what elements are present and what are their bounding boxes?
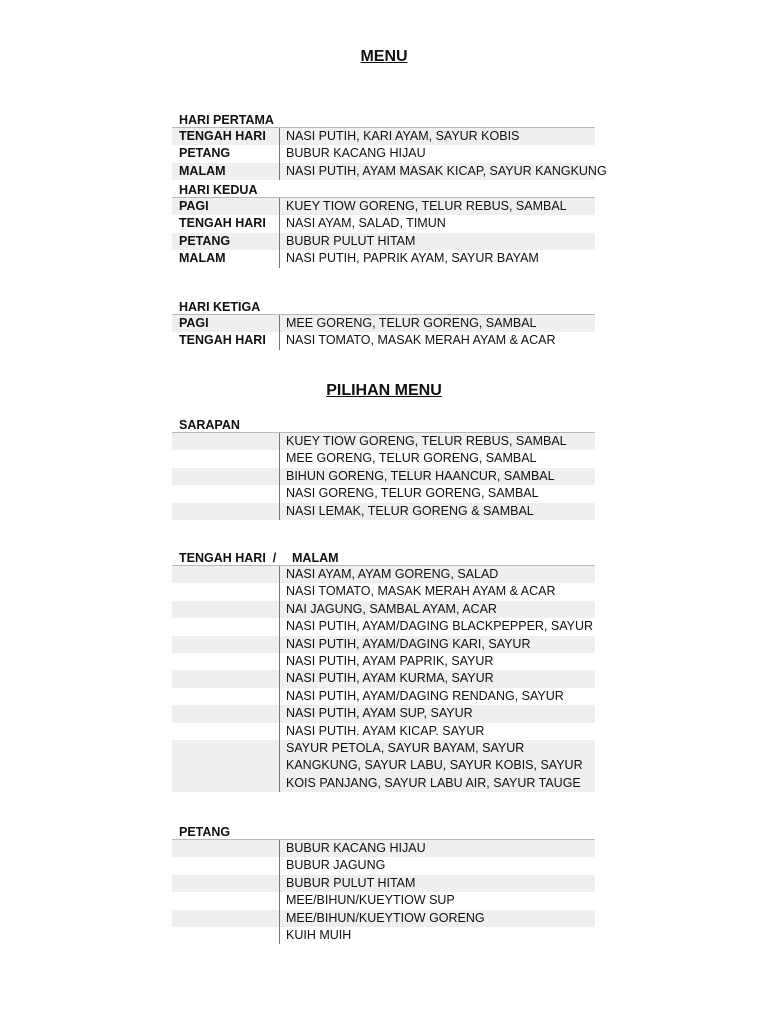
menu-option: BUBUR JAGUNG (279, 857, 595, 874)
meal-time: PETANG (179, 233, 231, 248)
meal-time: PAGI (179, 316, 209, 330)
day-3-table (172, 298, 595, 350)
menu-option: NASI PUTIH. AYAM KICAP. SAYUR (279, 723, 595, 740)
meal-time: TENGAH HARI (179, 129, 266, 143)
meal-time: TENGAH HARI (179, 333, 266, 348)
day-header-label: HARI PERTAMA (179, 113, 274, 127)
table-row (172, 468, 595, 485)
meal-time: MALAM (179, 163, 226, 178)
table-row (172, 857, 595, 874)
breakfast-header (172, 416, 595, 433)
menu-option: NASI AYAM, AYAM GORENG, SALAD (279, 566, 595, 583)
table-row (172, 503, 595, 520)
menu-option: MEE GORENG, TELUR GORENG, SAMBAL (279, 450, 595, 467)
table-row (172, 601, 595, 618)
menu-option: BUBUR PULUT HITAM (279, 875, 595, 892)
meal-items: NASI PUTIH, AYAM MASAK KICAP, SAYUR KANGKUNG (279, 163, 607, 180)
table-row (172, 670, 595, 687)
table-row (172, 618, 595, 635)
meal-items: KUEY TIOW GORENG, TELUR REBUS, SAMBAL (279, 198, 595, 215)
section-header-label-2: MALAM (292, 551, 339, 565)
table-row (172, 485, 595, 502)
table-row (172, 653, 595, 670)
meal-items: BUBUR PULUT HITAM (279, 233, 595, 250)
table-row (172, 128, 595, 145)
meal-items: NASI AYAM, SALAD, TIMUN (279, 215, 595, 232)
table-row (172, 723, 595, 740)
table-row (172, 215, 595, 232)
table-row (172, 450, 595, 467)
menu-option: NASI GORENG, TELUR GORENG, SAMBAL (279, 485, 595, 502)
table-row (172, 250, 595, 267)
meal-items: MEE GORENG, TELUR GORENG, SAMBAL (279, 315, 595, 332)
table-row (172, 332, 595, 349)
table-row (172, 566, 595, 583)
section-header-label: TENGAH HARI / (179, 551, 277, 565)
table-row (172, 145, 595, 162)
section-header-label: SARAPAN (179, 418, 240, 432)
day-header-label: HARI KEDUA (179, 183, 258, 197)
meal-items: BUBUR KACANG HIJAU (279, 145, 595, 162)
menu-option: NASI PUTIH, AYAM SUP, SAYUR (279, 705, 595, 722)
evening-header (172, 823, 595, 840)
table-row (172, 688, 595, 705)
table-row (172, 705, 595, 722)
meal-time: PETANG (179, 146, 231, 161)
table-row (172, 636, 595, 653)
menu-option: MEE/BIHUN/KUEYTIOW SUP (279, 892, 595, 909)
menu-title: MENU (360, 48, 408, 65)
table-row (172, 910, 595, 927)
menu-option: NASI PUTIH, AYAM/DAGING KARI, SAYUR (279, 636, 595, 653)
menu-option: SAYUR PETOLA, SAYUR BAYAM, SAYUR KANGKUNG, SAYUR LABU, SAYUR KOBIS, SAYUR KOIS PANJANG, SAYUR LABU AIR, SAYUR TAUGE (279, 740, 595, 792)
meal-items: NASI PUTIH, PAPRIK AYAM, SAYUR BAYAM (279, 250, 595, 267)
table-row (172, 163, 607, 180)
table-row (172, 892, 595, 909)
meal-time: TENGAH HARI (179, 216, 266, 231)
table-row (172, 927, 595, 944)
table-row (172, 433, 595, 450)
day-2-header (172, 181, 595, 198)
menu-option: MEE/BIHUN/KUEYTIOW GORENG (279, 910, 595, 927)
evening-options-table (172, 823, 595, 944)
menu-option: KUIH MUIH (279, 927, 595, 944)
day-1-table (172, 111, 607, 180)
day-3-header (172, 298, 595, 315)
menu-option: KUEY TIOW GORENG, TELUR REBUS, SAMBAL (279, 433, 595, 450)
menu-option: NASI PUTIH, AYAM/DAGING RENDANG, SAYUR (279, 688, 595, 705)
meal-items: NASI PUTIH, KARI AYAM, SAYUR KOBIS (279, 128, 595, 145)
menu-option: NASI LEMAK, TELUR GORENG & SAMBAL (279, 503, 595, 520)
lunch-dinner-header (172, 549, 595, 566)
menu-option: NASI PUTIH, AYAM/DAGING BLACKPEPPER, SAYUR (279, 618, 595, 635)
table-row (172, 583, 595, 600)
table-row (172, 233, 595, 250)
meal-time: MALAM (179, 251, 226, 266)
menu-option: BUBUR KACANG HIJAU (279, 840, 595, 857)
breakfast-options-table (172, 416, 595, 520)
day-2-table (172, 181, 595, 268)
table-row (172, 315, 595, 332)
menu-option: BIHUN GORENG, TELUR HAANCUR, SAMBAL (279, 468, 595, 485)
options-title: PILIHAN MENU (326, 382, 442, 399)
section-header-label: PETANG (179, 825, 231, 839)
table-row (172, 740, 595, 792)
day-1-header (172, 111, 595, 128)
meal-items: NASI TOMATO, MASAK MERAH AYAM & ACAR (279, 332, 595, 349)
menu-option: NASI TOMATO, MASAK MERAH AYAM & ACAR (279, 583, 595, 600)
table-row (172, 198, 595, 215)
lunch-dinner-options-table (172, 549, 595, 792)
table-row (172, 840, 595, 857)
table-row (172, 875, 595, 892)
menu-option: NASI PUTIH, AYAM KURMA, SAYUR (279, 670, 595, 687)
menu-option: NASI PUTIH, AYAM PAPRIK, SAYUR (279, 653, 595, 670)
meal-time: PAGI (179, 199, 209, 213)
menu-option: NAI JAGUNG, SAMBAL AYAM, ACAR (279, 601, 595, 618)
day-header-label: HARI KETIGA (179, 300, 261, 314)
